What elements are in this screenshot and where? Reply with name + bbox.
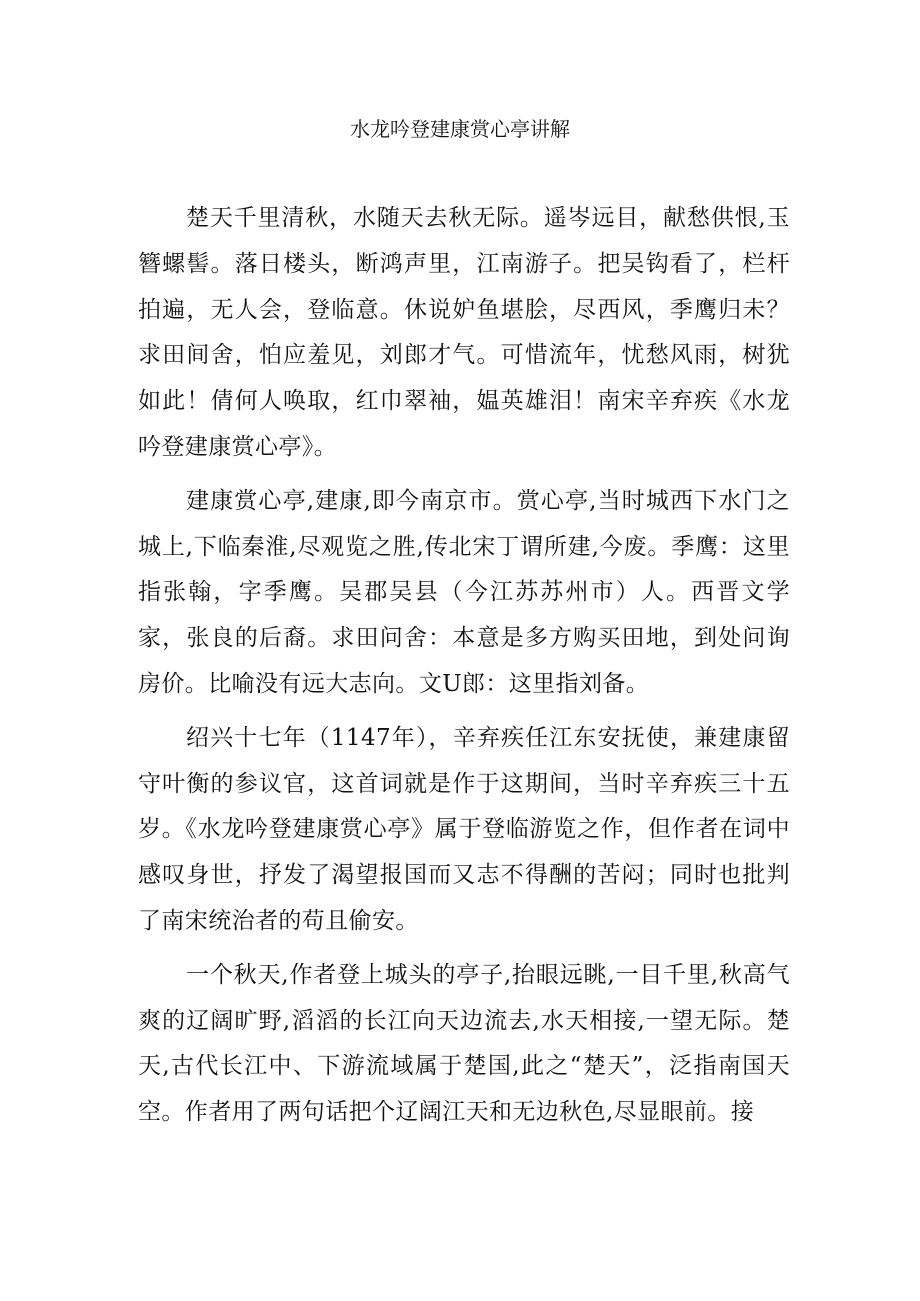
document-body xyxy=(138,196,790,1144)
paragraph-background: 绍兴十七年（1147年），辛弃疾任江东安抚使，兼建康留守叶衡的参议官，这首词就是作于这期间，当时辛弃疾三十五岁。《水龙吟登建康赏心亭》属于登临游览之作，但作者在词中感叹身世，抒发了渴望报国而又志不得酬的苦闷；同时也批判了南宋统治者的苟且偷安。 xyxy=(138,724,790,934)
paragraph-poem: 楚天千里清秋，水随天去秋无际。遥岑远目，献愁供恨,玉簪螺髻。落日楼头，断鸿声里，江南游子。把吴钩看了，栏杆拍遍，无人会，登临意。休说妒鱼堪脍，尽西风，季鹰归未？求田间舍，怕应羞见，刘郎才气。可惜流年，忧愁风雨，树犹如此！倩何人唤取，红巾翠袖，媪英雄泪！南宋辛弃疾《水龙吟登建康赏心亭》。 xyxy=(138,205,790,460)
document-title: 水龙吟登建康赏心亭讲解 xyxy=(350,117,570,141)
paragraph-analysis: 一个秋天,作者登上城头的亭子,抬眼远眺,一目千里,秋高气爽的辽阔旷野,滔滔的长江向天边流去,水天相接,一望无际。楚天,古代长江中、下游流域属于楚国,此之“楚天”，泛指南国天空。作者用了两句话把个辽阔江天和无边秋色,尽显眼前。接 xyxy=(138,961,790,1126)
paragraph-annotations: 建康赏心亭,建康,即今南京市。赏心亭,当时城西下水门之城上,下临秦淮,尽观览之胜,传北宋丁谓所建,今废。季鹰：这里指张翰，字季鹰。吴郡吴县（今江苏苏州市）人。西晋文学家，张良的后裔。求田问舍：本意是多方购买田地，到处问询房价。比喻没有远大志向。文U郎：这里指刘备。 xyxy=(138,487,790,697)
